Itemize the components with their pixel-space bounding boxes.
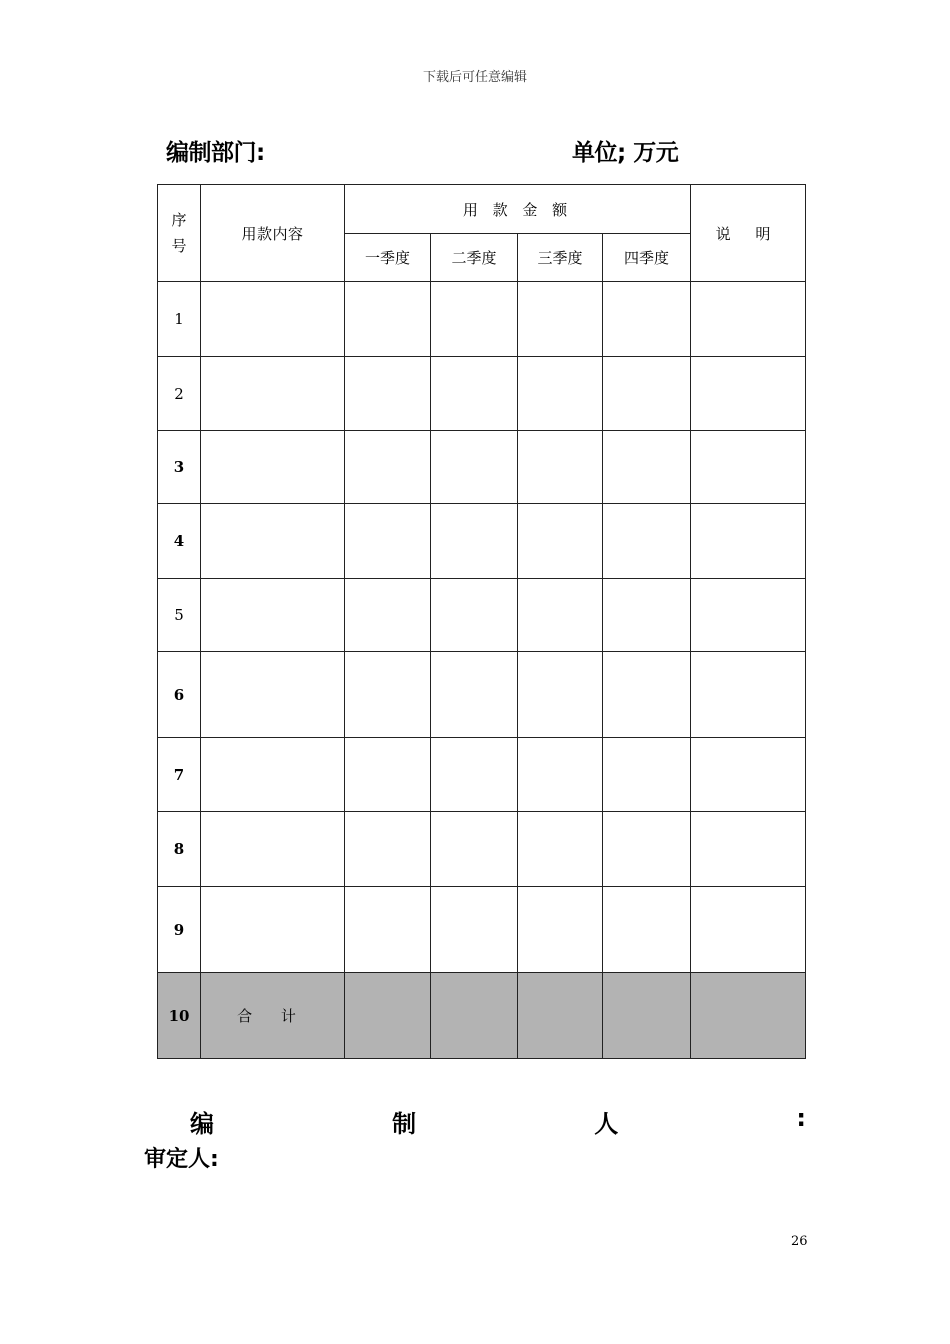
q1-cell[interactable]	[345, 504, 431, 579]
q2-cell[interactable]	[431, 652, 518, 738]
table-row	[158, 431, 806, 504]
q4-cell[interactable]	[603, 887, 691, 973]
quarter-3-header: 三季度	[518, 234, 603, 282]
q2-cell[interactable]	[431, 504, 518, 579]
content-cell[interactable]	[201, 738, 345, 812]
table-row	[158, 812, 806, 887]
content-cell[interactable]	[201, 431, 345, 504]
q1-cell[interactable]	[345, 579, 431, 652]
table-header-row	[158, 185, 806, 234]
total-label: 合 计	[201, 973, 345, 1059]
note-cell[interactable]	[691, 282, 806, 357]
content-cell[interactable]	[201, 812, 345, 887]
q4-cell[interactable]	[603, 579, 691, 652]
q4-cell[interactable]	[603, 652, 691, 738]
row-seq: 3	[158, 431, 201, 504]
note-cell[interactable]	[691, 431, 806, 504]
note-cell[interactable]	[691, 357, 806, 431]
seq-header-line1: 序	[171, 211, 187, 229]
content-cell[interactable]	[201, 357, 345, 431]
q4-cell[interactable]	[603, 504, 691, 579]
table-row	[158, 652, 806, 738]
q3-cell[interactable]	[518, 812, 603, 887]
reviewer-label: 审定人:	[144, 1147, 219, 1172]
q1-total-cell[interactable]	[345, 973, 431, 1059]
q3-cell[interactable]	[518, 282, 603, 357]
content-cell[interactable]	[201, 887, 345, 973]
q1-cell[interactable]	[345, 652, 431, 738]
q3-cell[interactable]	[518, 504, 603, 579]
q3-total-cell[interactable]	[518, 973, 603, 1059]
row-seq: 5	[158, 579, 201, 652]
q2-cell[interactable]	[431, 282, 518, 357]
signer-char: 制	[392, 1110, 417, 1138]
note-cell[interactable]	[691, 579, 806, 652]
quarter-2-header: 二季度	[431, 234, 518, 282]
q1-cell[interactable]	[345, 812, 431, 887]
seq-header	[158, 185, 201, 282]
q4-cell[interactable]	[603, 431, 691, 504]
row-seq: 4	[158, 504, 201, 579]
table-row	[158, 738, 806, 812]
table-row	[158, 579, 806, 652]
row-seq: 6	[158, 652, 201, 738]
budget-table	[157, 184, 806, 1059]
q4-cell[interactable]	[603, 282, 691, 357]
q1-cell[interactable]	[345, 887, 431, 973]
note-cell[interactable]	[691, 738, 806, 812]
q1-cell[interactable]	[345, 738, 431, 812]
note-total-cell[interactable]	[691, 973, 806, 1059]
q3-cell[interactable]	[518, 431, 603, 504]
total-row	[158, 973, 806, 1059]
content-cell[interactable]	[201, 579, 345, 652]
department-label: 编制部门:	[166, 140, 265, 166]
content-header: 用款内容	[201, 185, 345, 282]
quarter-4-header: 四季度	[603, 234, 691, 282]
q2-cell[interactable]	[431, 431, 518, 504]
page-number: 26	[791, 1234, 808, 1249]
seq-header-line2: 号	[171, 237, 187, 255]
unit-label: 单位; 万元	[572, 140, 679, 166]
q4-cell[interactable]	[603, 738, 691, 812]
signer-char: :	[796, 1104, 806, 1132]
table-row	[158, 282, 806, 357]
content-cell[interactable]	[201, 652, 345, 738]
table-row	[158, 504, 806, 579]
q4-cell[interactable]	[603, 357, 691, 431]
note-cell[interactable]	[691, 652, 806, 738]
q3-cell[interactable]	[518, 887, 603, 973]
signer-char: 人	[594, 1110, 619, 1138]
row-seq: 2	[158, 357, 201, 431]
q2-total-cell[interactable]	[431, 973, 518, 1059]
quarter-1-header: 一季度	[345, 234, 431, 282]
q4-cell[interactable]	[603, 812, 691, 887]
row-seq: 1	[158, 282, 201, 357]
q1-cell[interactable]	[345, 357, 431, 431]
note-cell[interactable]	[691, 504, 806, 579]
row-seq: 7	[158, 738, 201, 812]
note-header: 说 明	[691, 185, 806, 282]
total-seq: 10	[158, 973, 201, 1059]
row-seq: 8	[158, 812, 201, 887]
q4-total-cell[interactable]	[603, 973, 691, 1059]
q3-cell[interactable]	[518, 357, 603, 431]
q3-cell[interactable]	[518, 652, 603, 738]
q3-cell[interactable]	[518, 579, 603, 652]
header-note: 下载后可任意编辑	[422, 70, 527, 85]
content-cell[interactable]	[201, 504, 345, 579]
q1-cell[interactable]	[345, 431, 431, 504]
note-cell[interactable]	[691, 887, 806, 973]
signer-label	[190, 1104, 806, 1139]
q2-cell[interactable]	[431, 738, 518, 812]
q2-cell[interactable]	[431, 812, 518, 887]
q2-cell[interactable]	[431, 357, 518, 431]
table-row	[158, 357, 806, 431]
q3-cell[interactable]	[518, 738, 603, 812]
row-seq: 9	[158, 887, 201, 973]
q1-cell[interactable]	[345, 282, 431, 357]
q2-cell[interactable]	[431, 887, 518, 973]
table-row	[158, 887, 806, 973]
amount-header: 用 款 金 额	[345, 185, 691, 234]
content-cell[interactable]	[201, 282, 345, 357]
q2-cell[interactable]	[431, 579, 518, 652]
note-cell[interactable]	[691, 812, 806, 887]
signer-char: 编	[190, 1110, 214, 1138]
